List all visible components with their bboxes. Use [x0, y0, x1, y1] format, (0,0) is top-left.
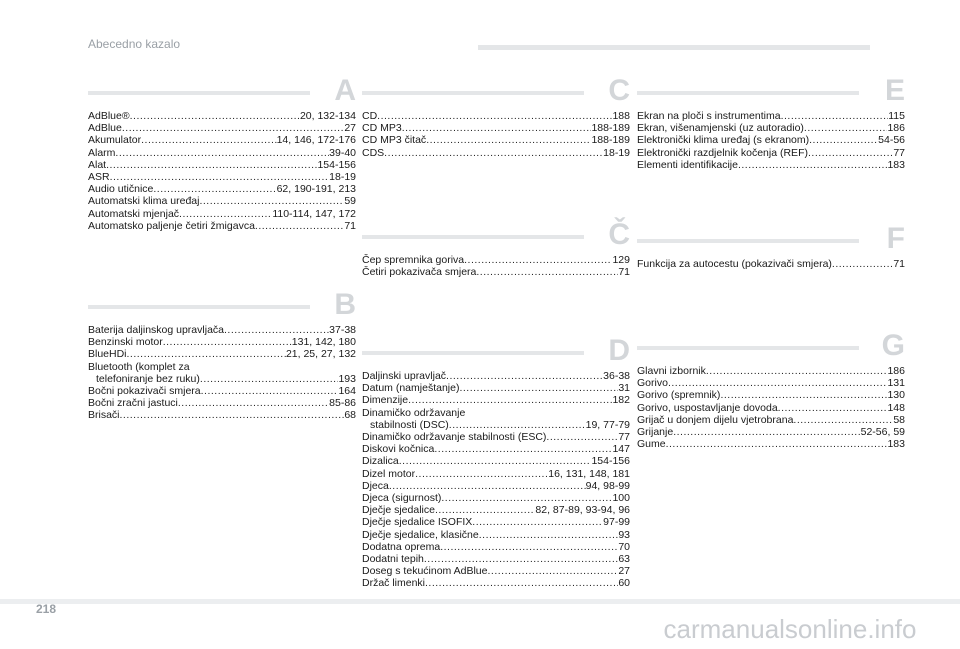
index-entry: [88, 220, 356, 232]
dot-leader: [115, 147, 329, 159]
index-entry: [637, 402, 905, 414]
entry-name: Držač limenki: [362, 577, 426, 590]
entry-name: Alat: [88, 158, 107, 171]
index-entry: [362, 492, 630, 504]
entry-pages: 14, 146, 172-176: [276, 134, 356, 147]
dot-leader: [141, 134, 276, 146]
index-entry: [362, 443, 630, 455]
index-entry: [88, 324, 356, 336]
entry-pages: 70: [618, 540, 630, 553]
entry-name: telefoniranje bez ruku): [96, 372, 200, 385]
dot-leader: [178, 397, 329, 409]
entry-name: Baterija daljinskog upravljača: [88, 324, 224, 336]
section-letter: B: [334, 288, 356, 321]
index-entry: [88, 361, 356, 373]
section-letter: D: [608, 334, 630, 367]
entry-pages: 94, 98-99: [585, 479, 630, 492]
section-letter: A: [334, 74, 356, 107]
section-letter: Č: [608, 218, 630, 251]
dot-leader: [479, 529, 619, 541]
entry-name: CD: [362, 110, 378, 122]
entry-pages: 188-189: [591, 122, 630, 135]
dot-leader: [720, 389, 887, 401]
entry-name: Alarm: [88, 146, 116, 159]
entry-name: Benzinski motor: [88, 336, 163, 349]
section-f: [637, 222, 905, 270]
index-entry: [88, 134, 356, 146]
header-divider: [478, 45, 870, 50]
entry-name: Elektronički klima uređaj (s ekranom): [637, 134, 810, 147]
entry-name: Dodatni tepih: [362, 553, 424, 566]
dot-leader: [179, 208, 272, 220]
section-divider: [637, 239, 859, 243]
index-entry: [88, 147, 356, 159]
dot-leader: [153, 183, 276, 195]
entry-name: Grijanje: [637, 426, 674, 439]
entry-name: Diskovi kočnica: [362, 443, 435, 456]
entry-name: Datum (namještanje): [362, 382, 460, 395]
entry-name: Četiri pokazivača smjera: [362, 266, 477, 279]
index-entry: [88, 159, 356, 171]
dot-leader: [459, 382, 618, 394]
index-entry: [362, 382, 630, 394]
entry-name: Bočni pokazivači smjera: [88, 385, 201, 398]
section-divider: [362, 235, 584, 239]
index-entry: [362, 577, 630, 589]
entry-pages: 54-56: [878, 134, 905, 147]
entry-pages: 71: [893, 258, 905, 270]
dot-leader: [435, 504, 535, 516]
dot-leader: [163, 336, 292, 348]
dot-leader: [546, 431, 618, 443]
entry-name: Dječje sjedalice, klasične: [362, 528, 479, 541]
dot-leader: [778, 402, 888, 414]
section-c: [362, 74, 630, 159]
dot-leader: [434, 443, 612, 455]
dot-leader: [425, 577, 618, 589]
dot-leader: [706, 365, 888, 377]
entry-name: AdBlue: [88, 122, 122, 135]
index-entry: [88, 195, 356, 207]
entry-pages: 59: [344, 195, 356, 208]
entry-name: Dječje sjedalice ISOFIX: [362, 516, 473, 529]
dot-leader: [200, 373, 339, 385]
entry-pages: 85-86: [329, 397, 356, 410]
dot-leader: [122, 122, 344, 134]
dot-leader: [809, 134, 878, 146]
entry-name: Dodatna oprema: [362, 540, 441, 553]
dot-leader: [832, 258, 893, 270]
index-entry: [637, 258, 905, 270]
page-number: 218: [36, 602, 57, 616]
entry-name: Dizel motor: [362, 467, 416, 480]
dot-leader: [808, 147, 893, 159]
index-entry: [362, 431, 630, 443]
dot-leader: [106, 159, 317, 171]
index-entry: [88, 397, 356, 409]
index-entry: [88, 171, 356, 183]
entry-name: Automatski klima uređaj: [88, 195, 200, 208]
dot-leader: [224, 324, 329, 336]
index-entry: [362, 529, 630, 541]
entry-pages: 20, 132-134: [299, 110, 356, 122]
entry-name: Djeca: [362, 479, 389, 492]
index-entry: [88, 110, 356, 122]
dot-leader: [793, 414, 893, 426]
dot-leader: [446, 370, 603, 382]
section-divider: [88, 91, 310, 95]
entry-name: Djeca (sigurnost): [362, 492, 442, 505]
dot-leader: [415, 468, 548, 480]
dot-leader: [130, 110, 300, 122]
index-entry: [637, 377, 905, 389]
section-letter: E: [884, 74, 905, 107]
index-entry: [637, 426, 905, 438]
index-entry: [637, 147, 905, 159]
entry-pages: 148: [887, 401, 905, 414]
index-entry: [88, 385, 356, 397]
entry-name: Gorivo, uspostavljanje dovoda: [637, 401, 778, 414]
index-entry: [637, 122, 905, 134]
entry-pages: 115: [888, 110, 905, 122]
entry-name: Čep spremnika goriva: [362, 254, 465, 266]
entry-name: Grijač u donjem dijelu vjetrobrana: [637, 413, 794, 426]
section-divider: [637, 346, 859, 350]
index-entry: [88, 336, 356, 348]
dot-leader: [127, 348, 286, 360]
dot-leader: [110, 171, 330, 183]
index-entry: [637, 438, 905, 450]
entry-pages: 97-99: [603, 516, 630, 529]
entry-pages: 164: [338, 385, 356, 398]
section-e: [637, 74, 905, 171]
entry-pages: 154-156: [591, 455, 630, 468]
entry-pages: 77: [893, 146, 905, 159]
entry-name: Ekran na ploči s instrumentima: [637, 110, 781, 122]
index-entry: [362, 254, 630, 266]
dot-leader: [781, 110, 889, 122]
dot-leader: [441, 492, 612, 504]
entry-name: Elektronički razdjelnik kočenja (REF): [637, 146, 808, 159]
section-divider: [362, 351, 584, 355]
section-divider: [362, 91, 584, 95]
entry-name: Bluetooth (komplet za: [88, 360, 190, 373]
section-g: [637, 329, 905, 451]
entry-pages: 36-38: [603, 370, 630, 382]
page-header-title: Abecedno kazalo: [88, 37, 181, 51]
entry-pages: 71: [618, 266, 630, 279]
index-entry: [637, 134, 905, 146]
entry-pages: 193: [338, 372, 356, 385]
entry-pages: 147: [612, 443, 630, 456]
dot-leader: [384, 147, 603, 159]
entry-pages: 186: [887, 365, 905, 377]
dot-leader: [488, 565, 619, 577]
dot-leader: [120, 409, 345, 421]
entry-pages: 63: [618, 553, 630, 566]
entry-pages: 27: [618, 565, 630, 578]
entry-pages: 129: [612, 254, 630, 266]
entry-name: CD MP3: [362, 122, 402, 135]
index-entry: [88, 373, 356, 385]
dot-leader: [673, 426, 860, 438]
index-entry: [362, 468, 630, 480]
entry-name: BlueHDi: [88, 348, 127, 361]
entry-name: CDS: [362, 146, 385, 159]
entry-pages: 82, 87-89, 93-94, 96: [535, 504, 630, 517]
entry-name: Gorivo (spremnik): [637, 389, 721, 402]
entry-name: Dizalica: [362, 455, 399, 468]
index-entry: [362, 266, 630, 278]
entry-pages: 130: [887, 389, 905, 402]
section-divider: [88, 305, 310, 309]
index-entry: [362, 541, 630, 553]
entry-name: Doseg s tekućinom AdBlue: [362, 565, 488, 578]
index-entry: [362, 134, 630, 146]
dot-leader: [408, 394, 612, 406]
section-c-caron: [362, 218, 630, 279]
entry-name: Gume: [637, 438, 666, 451]
dot-leader: [389, 480, 586, 492]
index-entry: [637, 414, 905, 426]
section-d: [362, 334, 630, 590]
entry-pages: 18-19: [329, 171, 356, 184]
entry-name: Akumulator: [88, 134, 142, 147]
index-entry: [88, 208, 356, 220]
section-letter: F: [886, 222, 905, 255]
index-entry: [362, 407, 630, 419]
entry-pages: 16, 131, 148, 181: [548, 467, 630, 480]
footer-divider: [0, 599, 960, 604]
index-entry: [637, 159, 905, 171]
entry-pages: 60: [618, 577, 630, 590]
entry-name: Ekran, višenamjenski (uz autoradio): [637, 122, 804, 135]
entry-pages: 19, 77-79: [585, 418, 630, 431]
index-entry: [362, 419, 630, 431]
index-entry: [362, 394, 630, 406]
entry-pages: 183: [887, 158, 905, 171]
dot-leader: [440, 541, 618, 553]
entry-name: Brisači: [88, 409, 120, 422]
entry-pages: 183: [887, 438, 905, 451]
entry-name: CD MP3 čitač: [362, 134, 427, 147]
entry-name: Bočni zračni jastuci: [88, 397, 178, 410]
entry-pages: 188-189: [591, 134, 630, 147]
dot-leader: [804, 122, 888, 134]
dot-leader: [666, 438, 888, 450]
entry-pages: 68: [344, 409, 356, 422]
index-entry: [637, 110, 905, 122]
index-entry: [362, 504, 630, 516]
entry-name: stabilnosti (DSC): [370, 418, 449, 431]
entry-name: Audio utičnice: [88, 183, 154, 196]
dot-leader: [402, 122, 592, 134]
index-entry: [637, 389, 905, 401]
entry-pages: 188: [612, 110, 630, 122]
entry-pages: 58: [893, 413, 905, 426]
index-entry: [362, 480, 630, 492]
dot-leader: [426, 134, 591, 146]
dot-leader: [738, 159, 888, 171]
entry-pages: 39-40: [329, 146, 356, 159]
watermark: carmanualsonline.info: [663, 614, 917, 644]
section-letter: C: [608, 74, 630, 107]
index-entry: [362, 370, 630, 382]
dot-leader: [476, 266, 618, 278]
index-entry: [637, 365, 905, 377]
entry-name: Glavni izbornik: [637, 365, 706, 377]
section-b: [88, 288, 356, 422]
entry-pages: 71: [344, 219, 356, 232]
entry-pages: 186: [887, 122, 905, 135]
dot-leader: [472, 516, 603, 528]
entry-pages: 31: [618, 382, 630, 395]
entry-name: ASR: [88, 171, 110, 184]
dot-leader: [377, 110, 612, 122]
entry-name: Automatski mjenjač: [88, 207, 180, 220]
entry-pages: 110-114, 147, 172: [272, 207, 356, 220]
dot-leader: [464, 254, 612, 266]
index-entry: [362, 565, 630, 577]
entry-pages: 37-38: [329, 324, 356, 336]
entry-name: Funkcija za autocestu (pokazivači smjera): [637, 258, 832, 270]
entry-pages: 27: [344, 122, 356, 135]
index-entry: [362, 455, 630, 467]
section-a: [88, 74, 356, 232]
index-entry: [362, 516, 630, 528]
dot-leader: [201, 385, 339, 397]
entry-name: Automatsko paljenje četiri žmigavca: [88, 219, 255, 232]
entry-pages: 21, 25, 27, 132: [285, 348, 356, 361]
dot-leader: [668, 377, 888, 389]
index-entry: [362, 553, 630, 565]
dot-leader: [399, 455, 592, 467]
index-entry: [88, 348, 356, 360]
entry-name: Dimenzije: [362, 394, 409, 407]
dot-leader: [199, 195, 344, 207]
section-divider: [637, 91, 859, 95]
entry-name: Gorivo: [637, 377, 668, 390]
entry-pages: 93: [618, 528, 630, 541]
entry-pages: 131, 142, 180: [291, 336, 356, 349]
entry-name: Daljinski upravljač: [362, 370, 447, 382]
dot-leader: [255, 220, 344, 232]
entry-pages: 62, 190-191, 213: [276, 183, 356, 196]
entry-pages: 182: [612, 394, 630, 407]
entry-pages: 77: [618, 431, 630, 444]
entry-name: Dječje sjedalice: [362, 504, 435, 517]
entry-name: Elementi identifikacije: [637, 158, 738, 171]
entry-name: Dinamičko održavanje stabilnosti (ESC): [362, 431, 547, 444]
dot-leader: [424, 553, 618, 565]
entry-pages: 154-156: [317, 158, 356, 171]
index-entry: [88, 122, 356, 134]
index-entry: [88, 409, 356, 421]
entry-pages: 18-19: [603, 146, 630, 159]
dot-leader: [449, 419, 586, 431]
index-entry: [88, 183, 356, 195]
index-entry: [362, 110, 630, 122]
section-letter: G: [881, 329, 905, 362]
entry-name: AdBlue®: [88, 110, 130, 122]
entry-pages: 52-56, 59: [860, 426, 905, 439]
entry-pages: 100: [612, 492, 630, 505]
index-entry: [362, 147, 630, 159]
index-entry: [362, 122, 630, 134]
entry-name: Dinamičko održavanje: [362, 406, 466, 419]
entry-pages: 131: [887, 377, 905, 390]
